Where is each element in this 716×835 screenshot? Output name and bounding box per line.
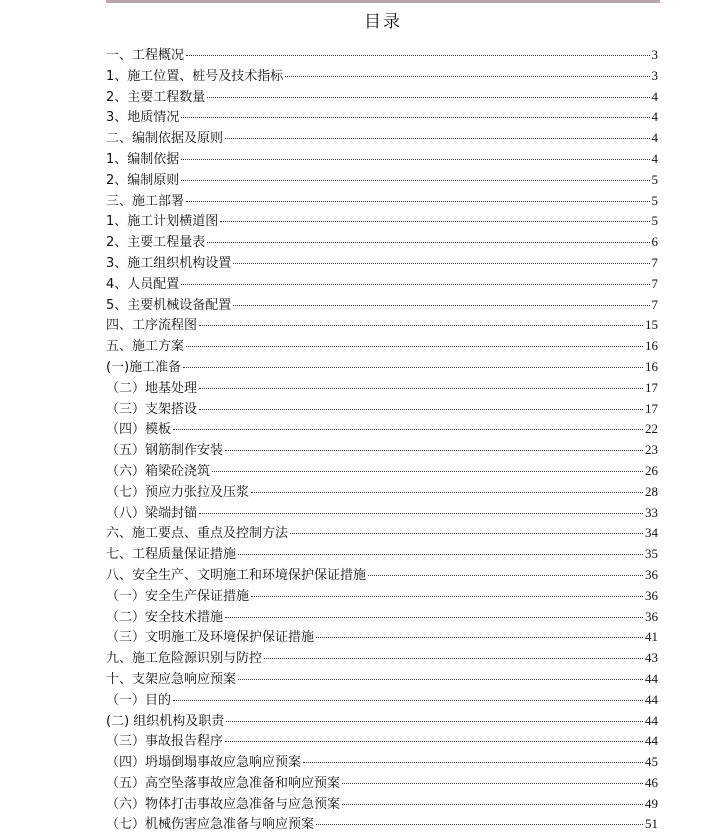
toc-entry[interactable] [106,669,658,690]
toc-entry-page-number: 28 [645,483,658,499]
toc-entry-page-number: 16 [645,358,658,374]
toc-entry-page-number: 7 [651,254,658,270]
toc-entry-page-number: 7 [651,275,658,291]
toc-entry-page-number: 6 [651,234,658,250]
toc-entry[interactable] [106,170,658,191]
top-rule [106,0,660,3]
toc-entry[interactable] [106,149,658,170]
toc-entry[interactable] [106,440,658,461]
toc-entry-page-number: 36 [645,608,658,624]
toc-entry-leader-dots [220,221,649,222]
toc-entry-label: 十、支架应急响应预案 [106,671,237,687]
toc-entry-label: （六）箱梁砼浇筑 [106,463,211,479]
toc-entry[interactable] [106,773,658,794]
toc-entry-leader-dots [285,76,649,77]
toc-entry-page-number: 23 [645,442,658,458]
toc-entry-leader-dots [207,242,649,243]
toc-entry-leader-dots [225,450,643,451]
toc-list [106,45,658,835]
toc-entry-label: 七、工程质量保证措施 [106,547,237,563]
toc-entry[interactable] [106,253,658,274]
toc-entry[interactable] [106,87,658,108]
toc-entry-leader-dots [186,55,649,56]
toc-entry[interactable] [106,690,658,711]
toc-entry-leader-dots [199,409,643,410]
toc-entry[interactable] [106,565,658,586]
toc-entry-page-number: 36 [645,566,658,582]
toc-entry-label: 1、编制依据 [106,151,180,167]
toc-entry-leader-dots [238,679,643,680]
toc-entry-page-number: 4 [651,88,658,104]
toc-entry-page-number: 45 [645,754,658,770]
toc-entry-label: 2、主要工程数量 [106,89,206,105]
toc-entry[interactable] [106,627,658,648]
toc-entry[interactable] [106,586,658,607]
toc-entry-label: 三、施工部署 [106,193,185,209]
toc-entry-label: 1、施工计划横道图 [106,214,219,230]
toc-entry-leader-dots [368,575,643,576]
toc-entry-label: (一)施工准备 [106,359,182,375]
toc-entry-leader-dots [181,180,649,181]
toc-entry[interactable] [106,648,658,669]
toc-entry-page-number: 44 [645,733,658,749]
toc-entry-leader-dots [233,263,649,264]
toc-entry-page-number: 17 [645,400,658,416]
toc-entry[interactable] [106,378,658,399]
toc-title: 目录 [364,12,402,32]
toc-entry-leader-dots [199,388,643,389]
toc-entry[interactable] [106,315,658,336]
toc-entry-page-number: 5 [651,213,658,229]
toc-entry-label: 一、工程概况 [106,48,185,63]
toc-entry[interactable] [106,107,658,128]
toc-entry-leader-dots [238,554,643,555]
toc-entry-leader-dots [316,637,643,638]
toc-entry-page-number: 7 [651,296,658,312]
toc-entry-label: 六、施工要点、重点及控制方法 [106,526,289,542]
toc-entry-label: 2、编制原则 [106,172,180,188]
toc-entry-leader-dots [207,97,649,98]
toc-entry-label: （三）事故报告程序 [106,734,224,750]
toc-entry[interactable] [106,211,658,232]
toc-entry-page-number: 5 [651,171,658,187]
toc-entry-page-number: 22 [645,421,658,437]
toc-entry-page-number: 44 [645,691,658,707]
toc-entry-leader-dots [225,617,643,618]
toc-entry-leader-dots [342,783,643,784]
toc-entry[interactable] [106,814,658,835]
toc-entry-label: 二、编制依据及原则 [106,131,224,147]
toc-entry-leader-dots [226,721,643,722]
toc-entry[interactable] [106,128,658,149]
toc-entry-label: （六）物体打击事故应急准备与应急预案 [106,796,341,812]
toc-entry-label: （一）安全生产保证措施 [106,588,250,604]
toc-entry-leader-dots [181,159,649,160]
toc-entry[interactable] [106,419,658,440]
toc-entry-label: 2、主要工程量表 [106,235,206,251]
toc-entry-leader-dots [290,533,643,534]
toc-entry-page-number: 36 [645,587,658,603]
toc-entry-label: 八、安全生产、文明施工和环境保护保证措施 [106,567,367,583]
toc-entry[interactable] [106,45,658,66]
toc-entry-page-number: 4 [651,109,658,125]
toc-entry[interactable] [106,482,658,503]
toc-entry-page-number: 15 [645,317,658,333]
toc-entry-label: （二）安全技术措施 [106,609,224,625]
toc-entry-leader-dots [316,824,643,825]
toc-entry-label: 五、施工方案 [106,339,185,355]
toc-entry-label: 3、地质情况 [106,110,180,126]
toc-entry[interactable] [106,357,658,378]
toc-entry-leader-dots [233,305,649,306]
toc-entry-label: 四、工序流程图 [106,318,198,334]
toc-entry[interactable] [106,295,658,316]
toc-entry-page-number: 3 [651,67,658,83]
toc-entry-leader-dots [183,367,643,368]
toc-entry-leader-dots [173,429,643,430]
toc-entry[interactable] [106,66,658,87]
toc-entry-label: （五）高空坠落事故应急准备和响应预案 [106,775,341,791]
toc-entry[interactable] [106,752,658,773]
toc-entry[interactable] [106,274,658,295]
toc-entry-leader-dots [186,201,649,202]
toc-entry[interactable] [106,191,658,212]
toc-entry[interactable] [106,794,658,815]
toc-entry[interactable] [106,503,658,524]
toc-entry-label: 1、施工位置、桩号及技术指标 [106,68,284,84]
toc-entry-page-number: 35 [645,546,658,562]
toc-entry-label: (二) 组织机构及职责 [106,713,225,729]
toc-entry-label: 3、施工组织机构设置 [106,255,232,271]
toc-entry-page-number: 49 [645,795,658,811]
toc-entry-page-number: 4 [651,150,658,166]
toc-entry[interactable] [106,731,658,752]
toc-entry-leader-dots [303,762,643,763]
toc-entry-label: （四）坍塌倒塌事故应急响应预案 [106,755,302,771]
toc-entry-leader-dots [212,471,643,472]
toc-entry-label: （二）地基处理 [106,380,198,396]
toc-entry-label: （三）支架搭设 [106,401,198,417]
toc-entry-page-number: 4 [651,130,658,146]
toc-entry-page-number: 34 [645,525,658,541]
toc-entry-label: （四）模板 [106,422,172,438]
toc-entry-leader-dots [225,138,649,139]
toc-entry-label: 4、人员配置 [106,276,180,292]
toc-entry[interactable] [106,399,658,420]
toc-entry-label: 5、主要机械设备配置 [106,297,232,313]
toc-entry-page-number: 5 [651,192,658,208]
toc-entry-leader-dots [225,741,643,742]
toc-entry-leader-dots [342,804,643,805]
toc-entry-label: 九、施工危险源识别与防控 [106,651,263,667]
toc-entry-leader-dots [181,284,649,285]
toc-entry-page-number: 46 [645,774,658,790]
toc-entry-leader-dots [199,513,643,514]
toc-entry-leader-dots [181,117,649,118]
toc-entry-page-number: 44 [645,712,658,728]
toc-entry-page-number: 44 [645,670,658,686]
toc-entry-label: （一）目的 [106,692,172,708]
toc-entry[interactable] [106,523,658,544]
toc-entry-page-number: 3 [651,47,658,62]
toc-entry-page-number: 33 [645,504,658,520]
toc-entry-leader-dots [173,700,643,701]
toc-entry-page-number: 16 [645,338,658,354]
toc-entry-page-number: 17 [645,379,658,395]
toc-entry-leader-dots [251,492,643,493]
toc-entry-page-number: 43 [645,650,658,666]
toc-entry[interactable] [106,232,658,253]
toc-entry-label: （五）钢筋制作安装 [106,443,224,459]
toc-entry[interactable] [106,336,658,357]
toc-entry[interactable] [106,711,658,732]
toc-entry-leader-dots [264,658,643,659]
toc-entry-leader-dots [251,596,643,597]
toc-entry-label: （七）预应力张拉及压浆 [106,484,250,500]
toc-entry-label: （七）机械伤害应急准备与响应预案 [106,817,315,833]
toc-entry-leader-dots [199,325,643,326]
toc-entry-page-number: 51 [645,816,658,832]
toc-entry[interactable] [106,607,658,628]
toc-entry-label: （八）梁端封锚 [106,505,198,521]
toc-entry-label: （三）文明施工及环境保护保证措施 [106,630,315,646]
toc-entry-page-number: 41 [645,629,658,645]
toc-entry-page-number: 26 [645,462,658,478]
toc-entry[interactable] [106,461,658,482]
toc-entry[interactable] [106,544,658,565]
toc-entry-leader-dots [186,346,643,347]
